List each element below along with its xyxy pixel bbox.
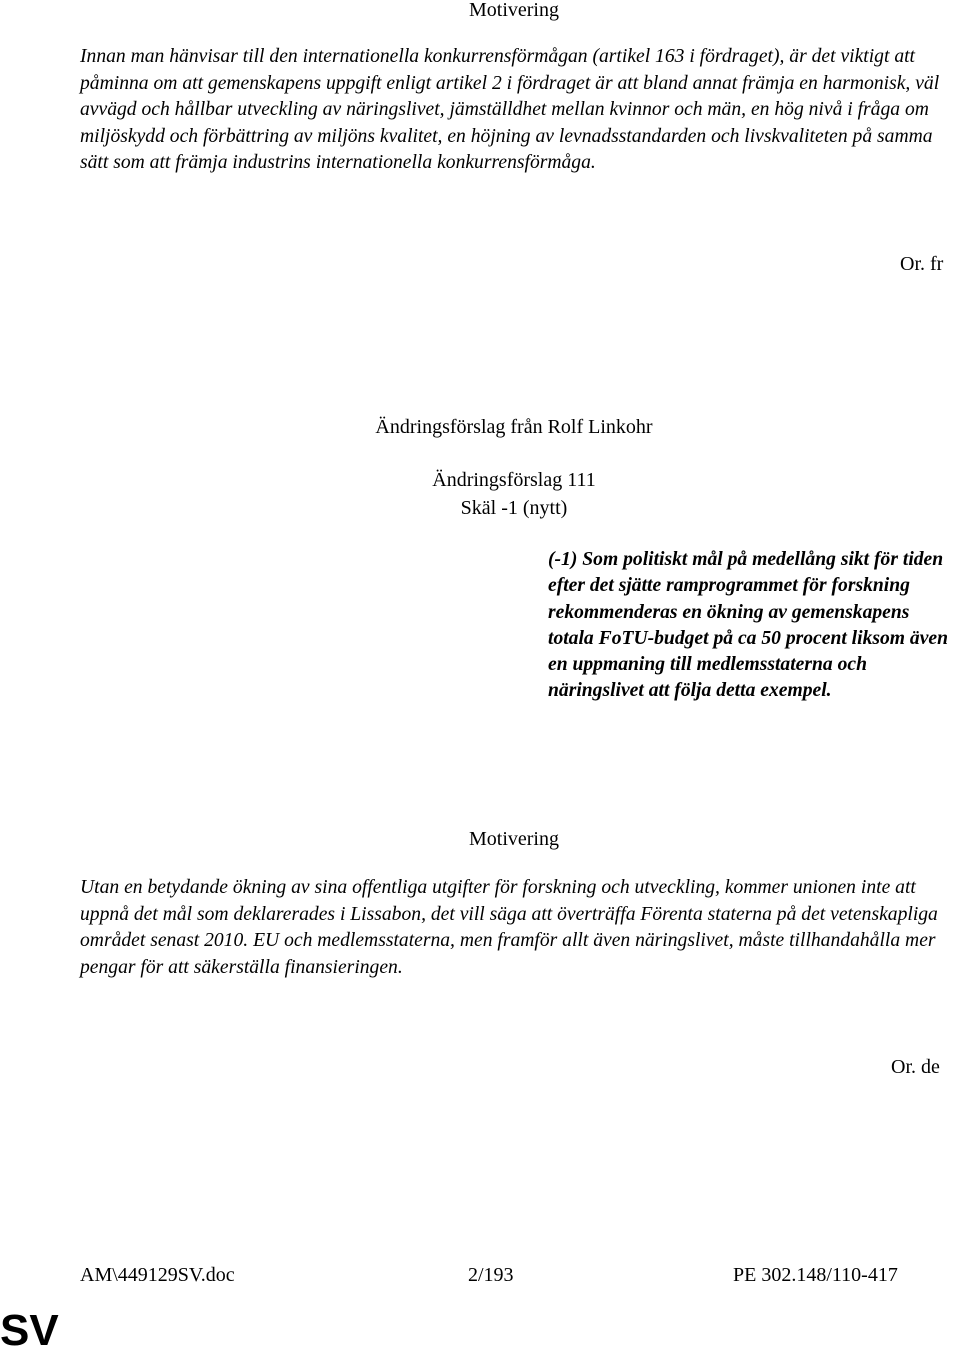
section2-heading: Motivering [469, 828, 559, 850]
language-code: SV [0, 1306, 59, 1355]
footer-reference: PE 302.148/110-417 [733, 1264, 898, 1286]
footer-document-name: AM\449129SV.doc [80, 1264, 235, 1286]
section1-heading: Motivering [469, 0, 559, 21]
section1-paragraph: Innan man hänvisar till den internationella konkurrensförmågan (artikel 163 i fördraget), är det viktigt att påminna om att gemenskapens uppgift enligt artikel 2 i fördraget är att bland annat främja en harmonisk, väl avvägd och hållbar utveckling av näringslivet, jämställdhet mellan kvinnor och män, en hög nivå i fråga om miljöskydd och förbättring av miljöns kvalitet, en höjning av levnadsstandarden och livskvaliteten på samma sätt som att främja industrins internationella konkurrensförmåga. [80, 46, 940, 174]
footer-page-number: 2/193 [468, 1264, 514, 1286]
amendment-reference: Skäl -1 (nytt) [460, 497, 568, 519]
section2-paragraph: Utan en betydande ökning av sina offentliga utgifter för forskning och utveckling, kommer unionen inte att uppnå det mål som deklarerades i Lissabon, det vill säga att överträffa Förenta staterna på det vetenskapliga området senast 2010. EU och medlemsstaterna, men framför allt även näringslivet, måste tillhandahålla mer pengar för att säkerställa finansieringen. [80, 877, 938, 978]
amendment-title: Ändringsförslag från Rolf Linkohr [375, 416, 653, 438]
original-language-fr: Or. fr [900, 253, 944, 275]
amendment-text: (-1) Som politiskt mål på medellång sikt för tiden efter det sjätte ramprogrammet för forskning rekommenderas en ökning av gemenskapens totala FoTU-budget på ca 50 procent liksom även en uppmaning till medlemsstaterna och näringslivet att följa detta exempel. [548, 549, 949, 702]
amendment-number: Ändringsförslag 111 [432, 469, 596, 491]
original-language-de: Or. de [891, 1056, 940, 1078]
